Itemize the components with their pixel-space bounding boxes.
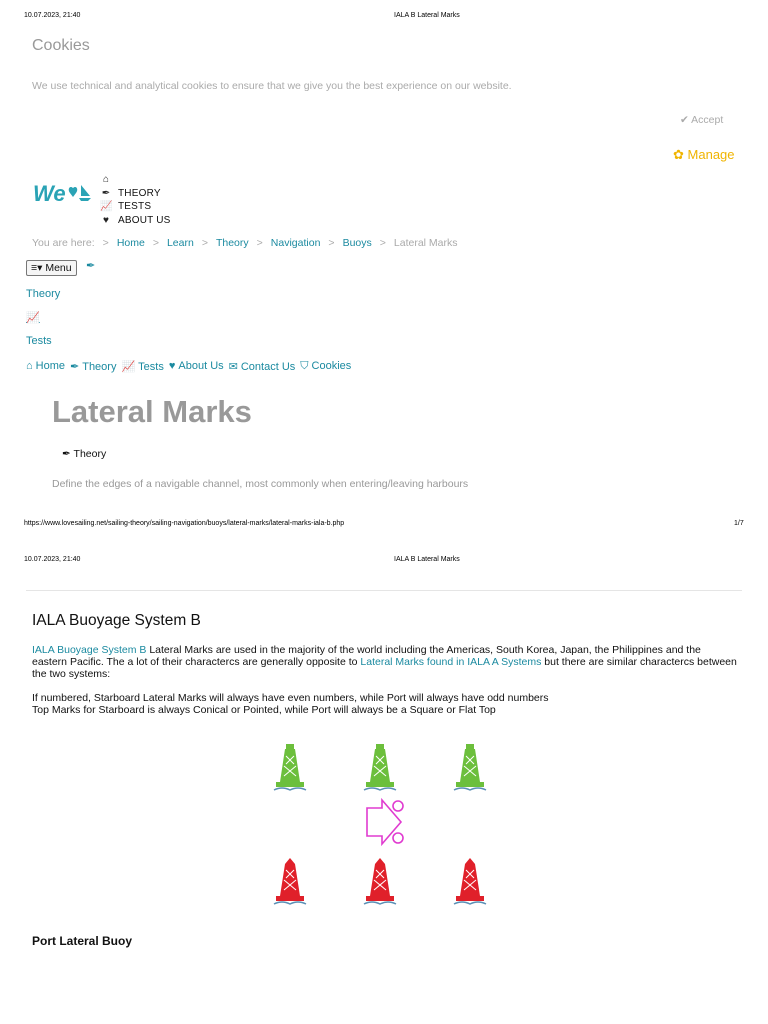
breadcrumb-separator: > <box>102 237 109 249</box>
feather-icon: ✒ <box>101 187 111 199</box>
cookies-title: Cookies <box>32 37 90 54</box>
category-tag[interactable] <box>62 448 106 460</box>
secondary-nav <box>26 360 351 373</box>
home-icon: ⌂ <box>26 360 33 372</box>
home-icon: ⌂ <box>102 174 110 185</box>
rule-top-marks: Top Marks for Starboard is always Conical or Pointed, while Port will always be a Square or Flat Top <box>32 704 496 716</box>
rules-paragraph <box>32 692 549 716</box>
rule-numbering: If numbered, Starboard Lateral Marks will always have even numbers, while Port will always have odd numbers <box>32 692 549 704</box>
menu-button[interactable] <box>26 260 77 276</box>
nav-label-tests: TESTS <box>118 201 152 212</box>
shield-icon: ⛉ <box>300 360 309 372</box>
chart-icon: 📈 <box>100 201 113 212</box>
breadcrumb-separator: > <box>379 237 386 249</box>
feather-icon[interactable]: ✒ <box>86 260 96 272</box>
breadcrumb-navigation[interactable]: Navigation <box>270 237 321 249</box>
iala-b-link[interactable]: IALA Buoyage System B <box>32 644 147 656</box>
section-title: IALA Buoyage System B <box>32 612 201 629</box>
category-label: Theory <box>73 448 107 460</box>
menu-icon: ≡▾ <box>31 262 43 274</box>
accept-cookies-button[interactable] <box>680 114 723 126</box>
site-logo[interactable] <box>33 181 92 207</box>
breadcrumb-home[interactable]: Home <box>116 237 145 249</box>
intro-text: Lateral Marks are used in the majority of the world including the Americas, South Korea, Japan, the Philippines and the eastern Pacific. The a lot of their charactercs are generally opposite to <box>32 644 701 668</box>
starboard-buoy-icon <box>364 744 396 790</box>
feather-icon: ✒ <box>62 448 71 460</box>
heart-icon: ♥ <box>168 360 176 372</box>
gear-icon: ✿ <box>673 147 684 162</box>
breadcrumb-separator: > <box>201 237 208 249</box>
nav-item-theory[interactable] <box>100 187 171 201</box>
breadcrumb-separator: > <box>328 237 335 249</box>
breadcrumb <box>32 237 458 249</box>
buoy-illustration <box>260 738 510 908</box>
breadcrumb-separator: > <box>152 237 159 249</box>
breadcrumb-separator: > <box>256 237 263 249</box>
tests-link[interactable]: Tests <box>26 335 52 347</box>
secondary-nav-label: Cookies <box>311 360 352 372</box>
secondary-nav-label: Theory <box>82 361 117 373</box>
breadcrumb-theory[interactable]: Theory <box>215 237 249 249</box>
theory-link[interactable]: Theory <box>26 288 61 300</box>
accept-label: Accept <box>691 114 724 126</box>
feather-icon: ✒ <box>70 361 80 373</box>
port-lateral-heading: Port Lateral Buoy <box>32 934 133 948</box>
nav-item-tests[interactable] <box>100 200 171 214</box>
cookies-text: We use technical and analytical cookies to ensure that we give you the best experience on our website. <box>32 80 512 92</box>
menu-label: Menu <box>45 262 72 274</box>
logo-text: We <box>33 181 66 206</box>
secondary-nav-theory[interactable] <box>70 360 116 373</box>
breadcrumb-buoys[interactable]: Buoys <box>342 237 372 249</box>
secondary-nav-cookies[interactable] <box>300 360 351 373</box>
secondary-nav-contact[interactable] <box>229 360 296 373</box>
starboard-buoy-icon <box>274 744 306 790</box>
nav-label-theory: THEORY <box>118 187 161 199</box>
starboard-buoy-icon <box>454 744 486 790</box>
print-date: 10.07.2023, 21:40 <box>24 12 81 19</box>
page-subtitle: Define the edges of a navigable channel, most commonly when entering/leaving harbours <box>52 478 469 490</box>
chart-icon: 📈 <box>121 361 136 373</box>
secondary-nav-label: About Us <box>178 360 224 372</box>
heart-sailboat-logo-icon <box>66 183 92 203</box>
envelope-icon: ✉ <box>228 361 238 373</box>
port-buoy-icon <box>274 858 306 904</box>
breadcrumb-learn[interactable]: Learn <box>166 237 194 249</box>
breadcrumb-current: Lateral Marks <box>393 237 458 249</box>
manage-label: Manage <box>687 147 735 162</box>
secondary-nav-home[interactable] <box>26 360 65 373</box>
nav-item-home[interactable] <box>100 173 171 187</box>
intro-text: but there are similar charactercs between the two systems: <box>32 656 737 680</box>
chart-icon[interactable]: 📈 <box>26 312 40 324</box>
iala-a-link[interactable]: Lateral Marks found in IALA A Systems <box>360 656 542 668</box>
secondary-nav-label: Tests <box>138 361 164 373</box>
print-date: 10.07.2023, 21:40 <box>24 556 81 563</box>
breadcrumb-prefix: You are here: <box>32 237 95 249</box>
print-title: IALA B Lateral Marks <box>394 12 460 19</box>
print-page-number: 1/7 <box>734 520 744 527</box>
check-icon: ✔ <box>680 114 689 126</box>
port-buoy-icon <box>364 858 396 904</box>
heart-icon: ♥ <box>103 214 109 226</box>
nav-label-about: ABOUT US <box>118 214 171 226</box>
divider <box>26 590 742 591</box>
manage-cookies-button[interactable] <box>673 147 735 163</box>
nav-item-about[interactable] <box>100 214 171 228</box>
top-nav <box>100 173 171 227</box>
intro-paragraph <box>32 644 738 680</box>
direction-arrow-icon <box>367 800 403 844</box>
secondary-nav-label: Home <box>35 360 65 372</box>
port-buoy-icon <box>454 858 486 904</box>
secondary-nav-about[interactable] <box>169 360 224 373</box>
page-title: Lateral Marks <box>52 394 252 429</box>
print-url: https://www.lovesailing.net/sailing-theory/sailing-navigation/buoys/lateral-marks/lateral-marks-iala-b.php <box>24 520 345 527</box>
secondary-nav-tests[interactable] <box>121 360 163 373</box>
secondary-nav-label: Contact Us <box>240 361 296 373</box>
print-title: IALA B Lateral Marks <box>394 556 460 563</box>
